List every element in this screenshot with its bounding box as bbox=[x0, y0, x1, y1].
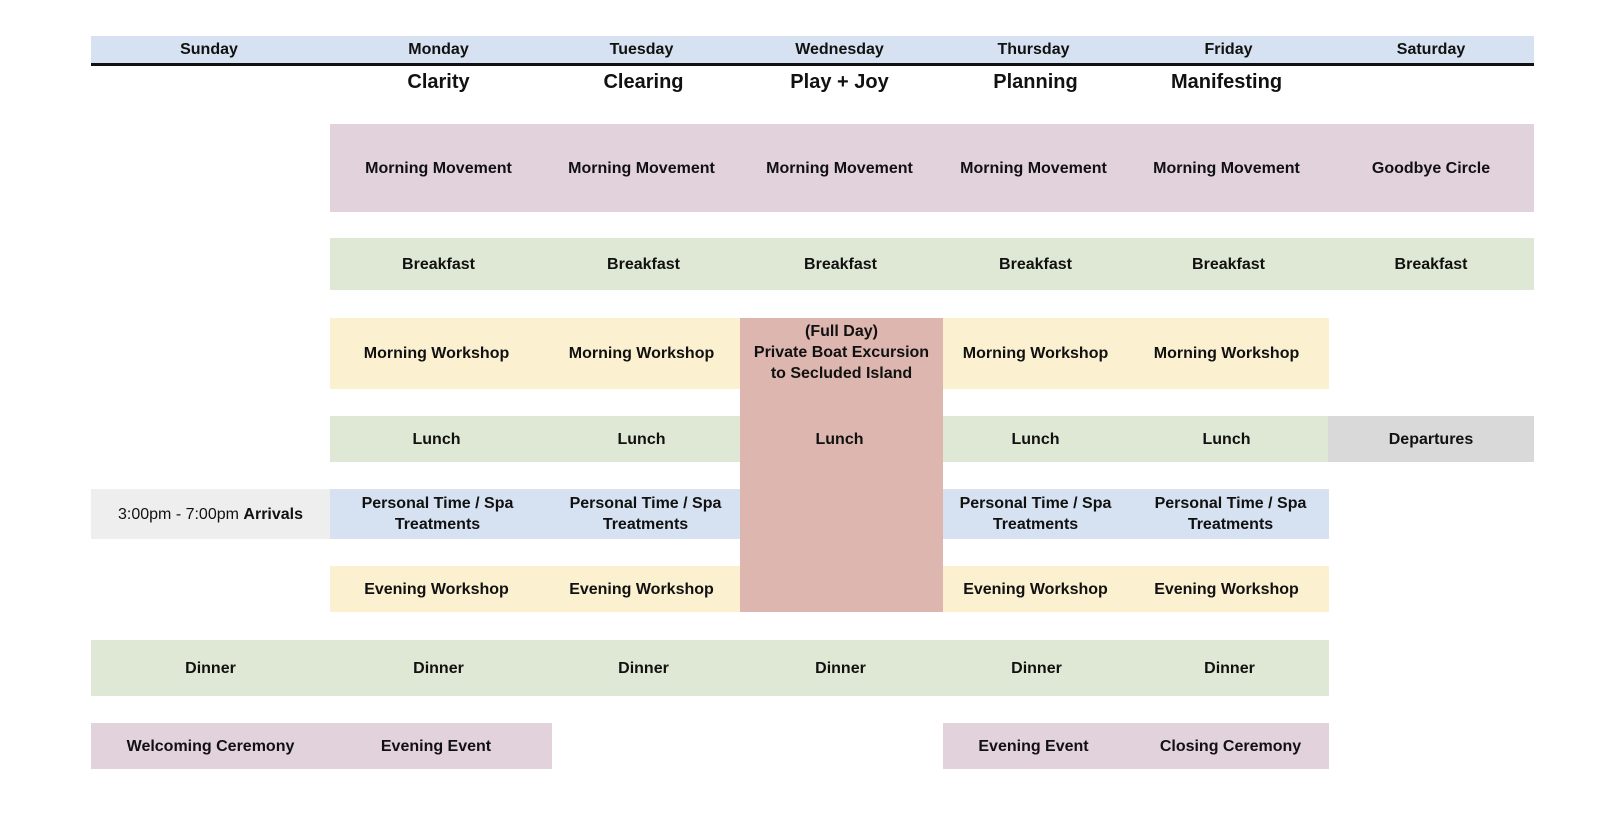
personal-time-monday: Personal Time / Spa Treatments bbox=[361, 495, 514, 533]
day-header-friday: Friday bbox=[1204, 41, 1253, 58]
personal-time-friday: Personal Time / Spa Treatments bbox=[1154, 495, 1307, 533]
departures-saturday: Departures bbox=[1388, 430, 1474, 448]
dinner-wednesday: Dinner bbox=[815, 659, 866, 677]
arrivals-sunday bbox=[91, 489, 330, 539]
morning-workshop-tuesday: Morning Workshop bbox=[568, 345, 715, 362]
lunch-monday: Lunch bbox=[412, 430, 461, 448]
morning-workshop-monday: Morning Workshop bbox=[363, 345, 510, 362]
theme-friday: Manifesting bbox=[1170, 71, 1283, 93]
personal-time-thursday: Personal Time / Spa Treatments bbox=[959, 495, 1112, 533]
dinner-friday: Dinner bbox=[1204, 659, 1255, 677]
evening-event-monday: Evening Event bbox=[380, 737, 492, 755]
morning-workshop-thursday: Morning Workshop bbox=[962, 345, 1109, 362]
day-header-wednesday: Wednesday bbox=[795, 41, 884, 58]
breakfast-thursday: Breakfast bbox=[999, 255, 1072, 273]
evening-workshop-friday: Evening Workshop bbox=[1154, 580, 1299, 598]
personal-time-tuesday: Personal Time / Spa Treatments bbox=[569, 495, 722, 533]
dinner-thursday: Dinner bbox=[1011, 659, 1062, 677]
theme-thursday: Planning bbox=[993, 71, 1078, 93]
dinner-tuesday: Dinner bbox=[618, 659, 669, 677]
breakfast-saturday: Breakfast bbox=[1394, 255, 1468, 273]
theme-wednesday: Play + Joy bbox=[790, 71, 889, 93]
excursion-line-2: Private Boat Excursion bbox=[753, 343, 930, 361]
lunch-thursday: Lunch bbox=[1011, 430, 1060, 448]
closing-ceremony-friday: Closing Ceremony bbox=[1159, 737, 1302, 755]
morning-movement-thursday: Morning Movement bbox=[960, 159, 1107, 177]
evening-workshop-tuesday: Evening Workshop bbox=[569, 580, 714, 598]
lunch-tuesday: Lunch bbox=[617, 430, 666, 448]
arrivals-label: Arrivals bbox=[243, 505, 303, 523]
excursion-line-1: (Full Day) bbox=[805, 322, 878, 340]
breakfast-wednesday: Breakfast bbox=[804, 255, 877, 273]
breakfast-monday: Breakfast bbox=[402, 255, 475, 273]
theme-tuesday: Clearing bbox=[603, 71, 684, 93]
breakfast-tuesday: Breakfast bbox=[607, 255, 680, 273]
morning-workshop-friday: Morning Workshop bbox=[1153, 345, 1300, 362]
lunch-wednesday: Lunch bbox=[815, 430, 864, 448]
day-header-saturday: Saturday bbox=[1396, 41, 1466, 58]
welcoming-ceremony-sunday: Welcoming Ceremony bbox=[126, 737, 295, 755]
morning-movement-wednesday: Morning Movement bbox=[766, 159, 913, 177]
evening-workshop-thursday: Evening Workshop bbox=[963, 580, 1108, 598]
morning-movement-monday: Morning Movement bbox=[365, 159, 512, 177]
wednesday-excursion-label bbox=[740, 320, 943, 384]
arrivals-time: 3:00pm - 7:00pm bbox=[118, 505, 239, 523]
day-header-monday: Monday bbox=[408, 41, 469, 58]
breakfast-friday: Breakfast bbox=[1192, 255, 1265, 273]
dinner-sunday: Dinner bbox=[185, 659, 236, 677]
day-header-tuesday: Tuesday bbox=[609, 41, 674, 58]
morning-movement-friday: Morning Movement bbox=[1153, 159, 1300, 177]
dinner-monday: Dinner bbox=[413, 659, 464, 677]
goodbye-circle-saturday: Goodbye Circle bbox=[1371, 159, 1491, 177]
morning-movement-tuesday: Morning Movement bbox=[568, 159, 715, 177]
excursion-line-3: to Secluded Island bbox=[770, 364, 913, 382]
evening-event-thursday: Evening Event bbox=[978, 737, 1089, 755]
day-header-thursday: Thursday bbox=[997, 41, 1070, 58]
theme-monday: Clarity bbox=[407, 71, 470, 93]
lunch-friday: Lunch bbox=[1202, 430, 1251, 448]
day-header-sunday: Sunday bbox=[180, 41, 238, 58]
evening-workshop-monday: Evening Workshop bbox=[364, 580, 509, 598]
